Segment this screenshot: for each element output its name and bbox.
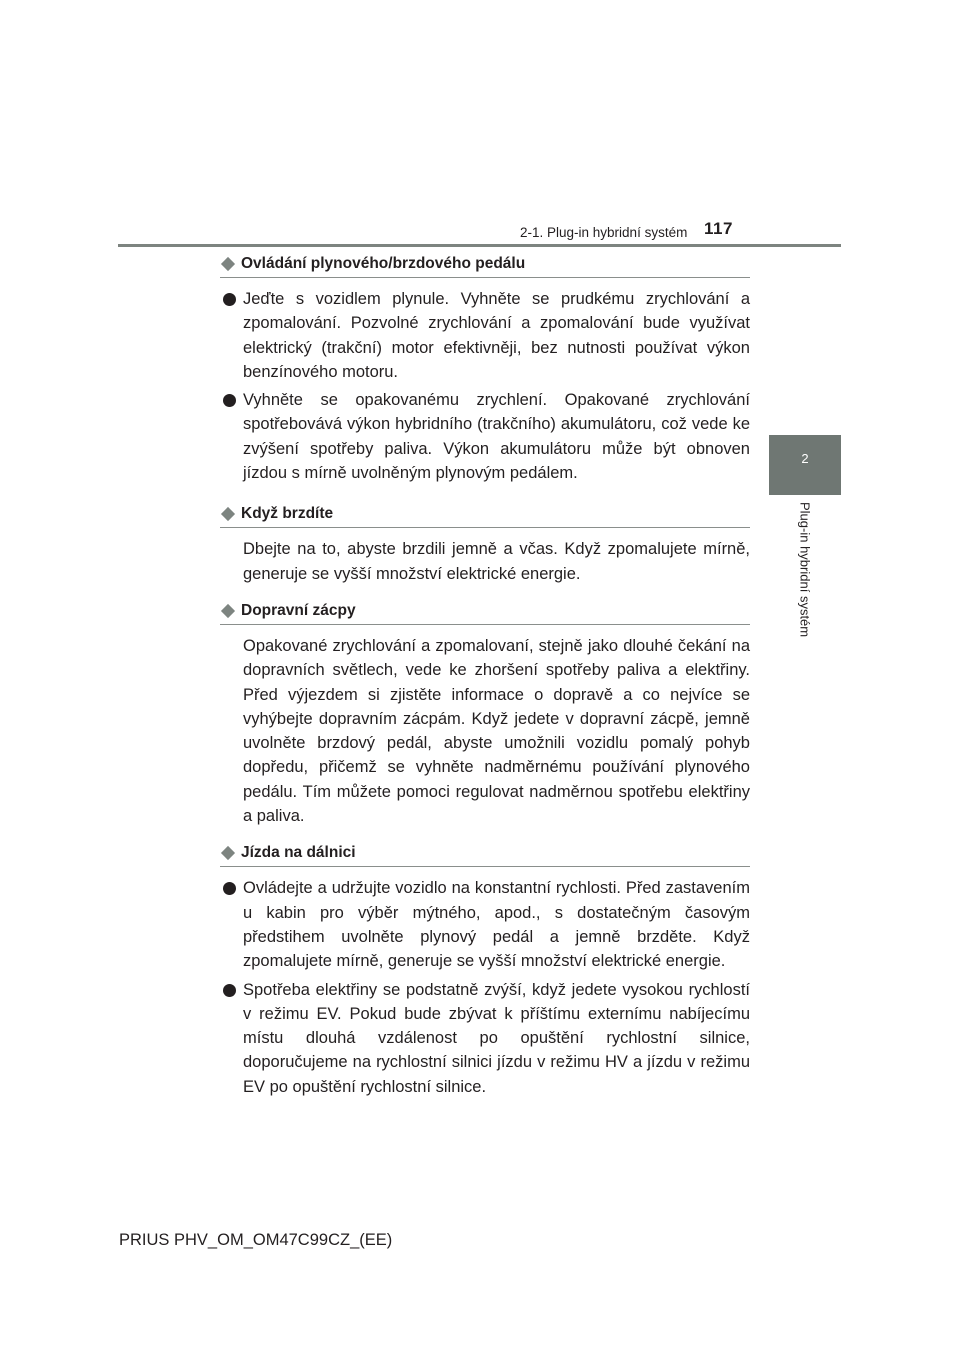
list-item-text: Ovládejte a udržujte vozidlo na konstantní rychlosti. Před zastavením u kabin pro výběr mýtného, apod., s dostatečným časovým předstihem uvolněte plynový pedál a jemně brzděte. Když zpomalujete mírně, generuje se vyšší množství elektrické energie.	[243, 879, 750, 971]
bullet-icon	[223, 394, 236, 407]
section-highway-driving	[220, 841, 750, 1099]
list-item-text: Jeďte s vozidlem plynule. Vyhněte se prudkému zrychlování a zpomalování. Pozvolné zrychlování a zpomalování bude využívat elektrický (trakční) motor efektivněji, bez nutnosti používat výkon benzínového motoru.	[243, 290, 750, 381]
list-item-text: Vyhněte se opakovanému zrychlení. Opakované zrychlování spotřebovává výkon hybridního (trakčního) akumulátoru, což vede ke zvýšení spotřeby paliva. Výkon akumulátoru může být obnoven jízdou s mírně uvolněným plynovým pedálem.	[243, 391, 750, 483]
chapter-tab-label: Plug-in hybridní systém	[797, 502, 813, 638]
section-heading-text: Dopravní zácpy	[241, 601, 356, 619]
bullet-icon	[223, 882, 236, 895]
section-heading-text: Když brzdíte	[241, 505, 334, 523]
section-braking	[220, 502, 750, 586]
section-heading-text: Jízda na dálnici	[241, 844, 356, 862]
section-paragraph: Dbejte na to, abyste brzdili jemně a včas. Když zpomalujete mírně, generuje se vyšší množství elektrické energie.	[243, 540, 750, 583]
header-rule	[118, 244, 841, 247]
diamond-icon	[221, 604, 235, 618]
section-heading	[220, 502, 750, 528]
page-content	[220, 252, 750, 1103]
list-item	[220, 876, 750, 973]
diamond-icon	[221, 507, 235, 521]
section-heading-text: Ovládání plynového/brzdového pedálu	[241, 255, 526, 272]
list-item	[220, 388, 750, 485]
section-paragraph: Opakované zrychlování a zpomalovaní, stejně jako dlouhé čekání na dopravních světlech, vede ke zhoršení spotřeby paliva a elektřiny. Před výjezdem si zjistěte informace o dopravě a co nejvíce se vyhýbejte dopravním zácpám. Když jedete v dopravní zácpě, jemně uvolněte brzdový pedál, abyste umožnili vozidlu pomalý pohyb dopředu, přičemž se vyhněte nadměrnému používání plynového pedálu. Tím můžete pomoci regulovat nadměrnou spotřebu elektřiny a paliva.	[243, 636, 750, 826]
section-heading	[220, 252, 750, 278]
document-code: PRIUS PHV_OM_OM47C99CZ_(EE)	[119, 1231, 393, 1249]
bullet-icon	[223, 293, 236, 306]
chapter-tab: 2	[769, 435, 841, 495]
section-traffic-jams	[220, 599, 750, 828]
diamond-icon	[221, 846, 235, 860]
list-item	[220, 978, 750, 1099]
section-heading	[220, 599, 750, 625]
list-item-text: Spotřeba elektřiny se podstatně zvýší, když jedete vysokou rychlostí v režimu EV. Pokud bude zbývat k příštímu externímu nabíjecímu místu dlouhá vzdálenost po opuštění rychlostní silnice, doporučujeme na rychlostní silnici jízdu v režimu HV a jízdu v režimu EV po opuštění rychlostní silnice.	[243, 980, 750, 1096]
page-number: 117	[704, 219, 733, 238]
bullet-icon	[223, 984, 236, 997]
section-heading	[220, 841, 750, 867]
section-pedal-control	[220, 252, 750, 485]
running-header-section: 2-1. Plug-in hybridní systém	[520, 225, 688, 240]
diamond-icon	[221, 257, 235, 271]
list-item	[220, 287, 750, 384]
